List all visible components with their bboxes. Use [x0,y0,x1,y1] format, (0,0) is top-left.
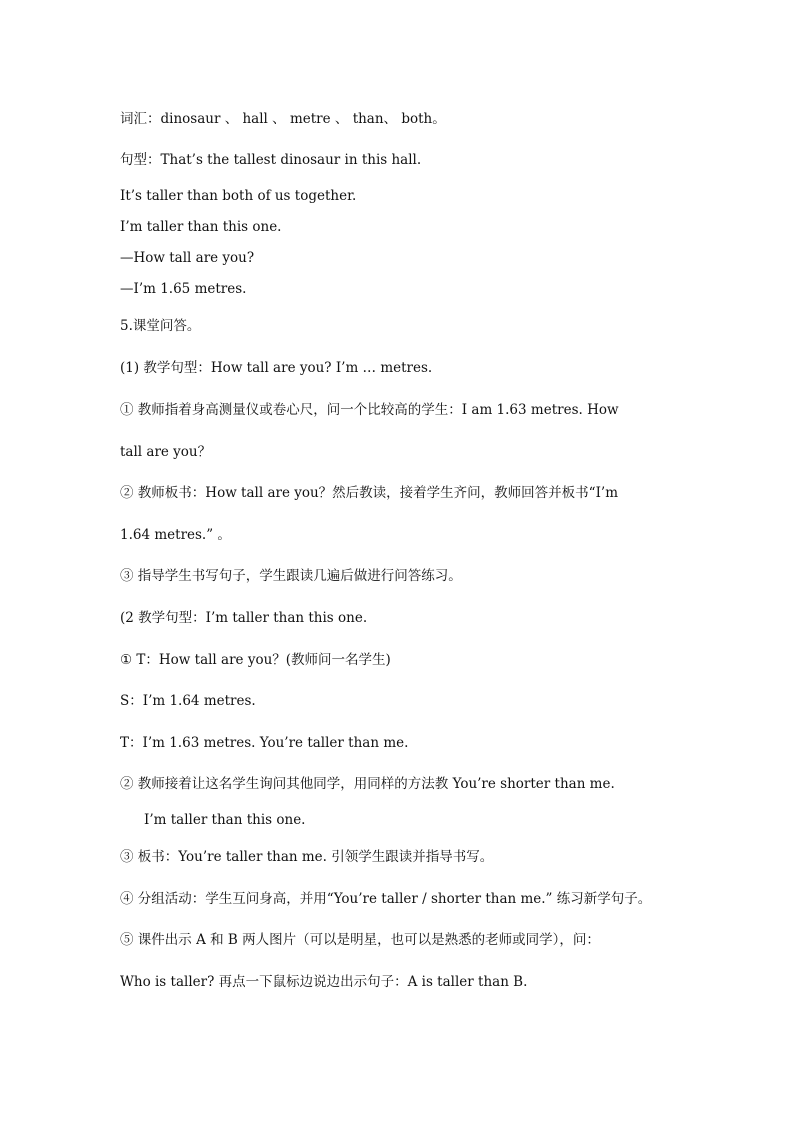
subsection-heading: (1) 教学句型：How tall are you? I’m … metres. [120,360,433,376]
sentence-pattern-line: 句型：That’s the tallest dinosaur in this hall. [120,152,422,168]
text-line: 1.64 metres.” 。 [120,527,231,543]
text-line: It’s taller than both of us together. [120,188,357,204]
section-heading: 5.课堂问答。 [120,318,201,334]
text-line: ① T：How tall are you？(教师问一名学生) [120,652,391,668]
text-line: I’m taller than this one. [144,812,306,828]
subsection-heading: (2 教学句型：I’m taller than this one. [120,610,368,626]
text-line: ⑤ 课件出示 A 和 B 两人图片（可以是明星，也可以是熟悉的老师或同学），问： [120,932,600,948]
text-line: T：I’m 1.63 metres. You’re taller than me. [120,735,409,751]
text-line: ③ 指导学生书写句子，学生跟读几遍后做进行问答练习。 [120,568,462,584]
text-line: S：I’m 1.64 metres. [120,693,256,709]
text-line: ④ 分组活动：学生互问身高，并用“You’re taller / shorter than me.” 练习新学句子。 [120,891,652,907]
text-line: ① 教师指着身高测量仪或卷心尺，问一个比较高的学生：I am 1.63 metres. How [120,402,619,418]
vocabulary-line: 词汇：dinosaur 、 hall 、 metre 、 than、 both。 [120,111,446,127]
dialogue-line: —I’m 1.65 metres. [120,281,247,297]
text-line: ③ 板书：You’re taller than me. 引领学生跟读并指导书写。 [120,849,494,865]
text-line: ② 教师板书：How tall are you？然后教读，接着学生齐问，教师回答并板书“I’m [120,485,618,501]
text-line: ② 教师接着让这名学生询问其他同学，用同样的方法教 You’re shorter than me. [120,776,615,792]
text-line: tall are you？ [120,444,212,460]
dialogue-line: —How tall are you? [120,250,255,266]
text-line: Who is taller? 再点一下鼠标边说边出示句子：A is taller than B. [120,974,528,990]
text-line: I’m taller than this one. [120,219,282,235]
